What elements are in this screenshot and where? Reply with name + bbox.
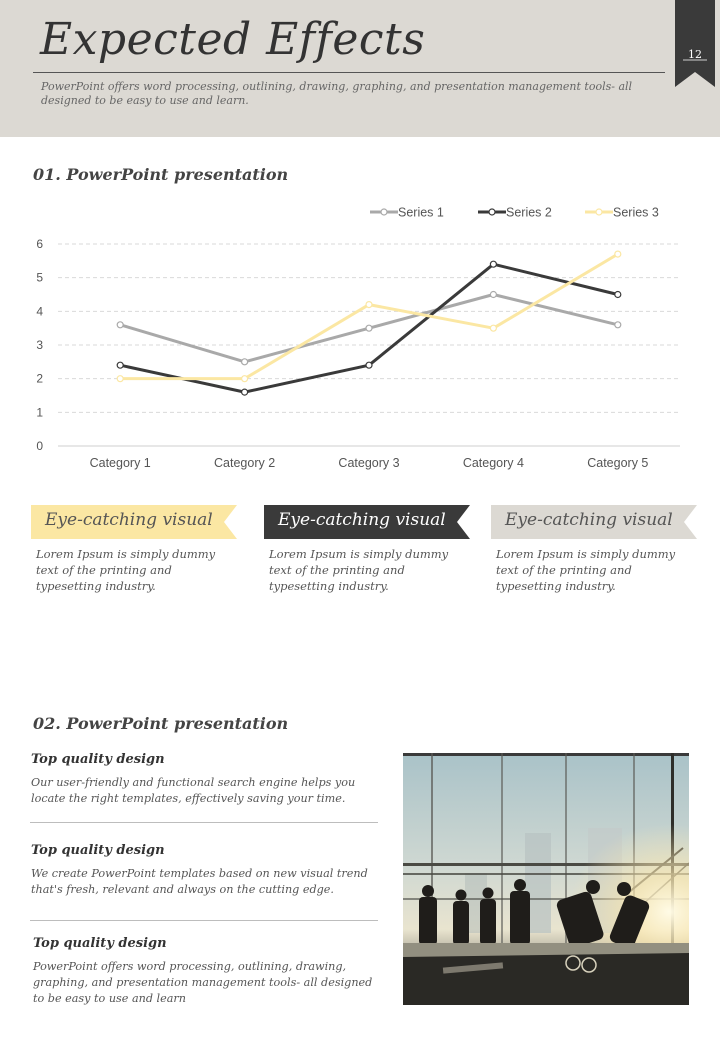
legend-marker	[489, 209, 495, 215]
feature-divider	[30, 920, 378, 921]
y-tick-label: 4	[36, 304, 43, 319]
series-1-point	[366, 325, 372, 331]
photo-illustration	[403, 753, 689, 1005]
series-2-point	[242, 389, 248, 395]
banner-3-label: Eye-catching visual	[505, 510, 673, 530]
x-tick-label: Category 3	[338, 456, 400, 470]
legend-marker	[381, 209, 387, 215]
feature-divider	[30, 822, 378, 823]
series-2-point	[490, 261, 496, 267]
series-2-point	[117, 362, 123, 368]
page-number-tab	[675, 0, 715, 87]
title-divider	[33, 72, 665, 73]
banner-3	[491, 505, 697, 539]
feature-3-text: PowerPoint offers word processing, outlining, drawing, graphing, and presentation management tools- all designed to be easy to use and learn	[33, 960, 373, 1005]
x-tick-label: Category 5	[587, 456, 649, 470]
y-tick-label: 3	[36, 338, 43, 352]
series-1-point	[490, 292, 496, 298]
y-tick-label: 5	[36, 270, 43, 285]
page-title: Expected Effects	[40, 14, 426, 65]
feature-2-text: We create PowerPoint templates based on new visual trend that's fresh, relevant and always on the cutting edge.	[31, 867, 368, 896]
line-chart	[30, 200, 695, 480]
page-number: 12	[688, 48, 702, 61]
feature-1-text: Our user-friendly and functional search engine helps you locate the right templates, effectively saving your time.	[31, 776, 356, 805]
page-subtitle: PowerPoint offers word processing, outlining, drawing, graphing, and presentation management tools- all designed to be easy to use and learn.	[41, 80, 633, 107]
x-tick-label: Category 4	[462, 456, 524, 470]
feature-1-title: Top quality design	[31, 752, 165, 767]
y-tick-label: 1	[36, 405, 43, 420]
x-tick-label: Category 1	[89, 456, 151, 470]
legend-label: Series 1	[398, 205, 444, 220]
banner-2-text: Lorem Ipsum is simply dummy text of the printing and typesetting industry.	[269, 547, 449, 593]
y-tick-label: 2	[36, 371, 43, 386]
series-2-point	[366, 362, 372, 368]
section-1-title: 01. PowerPoint presentation	[33, 165, 289, 184]
series-1-point	[615, 322, 621, 328]
banner-1	[31, 505, 237, 539]
section-2-title: 02. PowerPoint presentation	[33, 714, 289, 733]
banner-2	[264, 505, 470, 539]
series-3-point	[490, 325, 496, 331]
feature-3-title: Top quality design	[33, 936, 167, 951]
series-1-point	[117, 322, 123, 328]
legend-label: Series 3	[613, 205, 659, 220]
series-3-point	[117, 376, 123, 382]
series-3-point	[615, 251, 621, 257]
feature-2-title: Top quality design	[31, 843, 165, 858]
series-1-point	[242, 359, 248, 365]
banner-2-label: Eye-catching visual	[278, 510, 446, 530]
legend-label: Series 2	[506, 205, 552, 220]
banner-1-text: Lorem Ipsum is simply dummy text of the printing and typesetting industry.	[36, 547, 216, 593]
legend-marker	[596, 209, 602, 215]
x-tick-label: Category 2	[214, 456, 276, 470]
banner-3-text: Lorem Ipsum is simply dummy text of the printing and typesetting industry.	[496, 547, 676, 593]
y-tick-label: 0	[36, 439, 43, 453]
banner-1-label: Eye-catching visual	[45, 510, 213, 530]
series-3-point	[366, 302, 372, 308]
series-3-point	[242, 376, 248, 382]
series-2-point	[615, 292, 621, 298]
series-3-line	[120, 254, 618, 379]
y-tick-label: 6	[36, 237, 43, 251]
business-meeting-photo	[403, 753, 689, 1005]
